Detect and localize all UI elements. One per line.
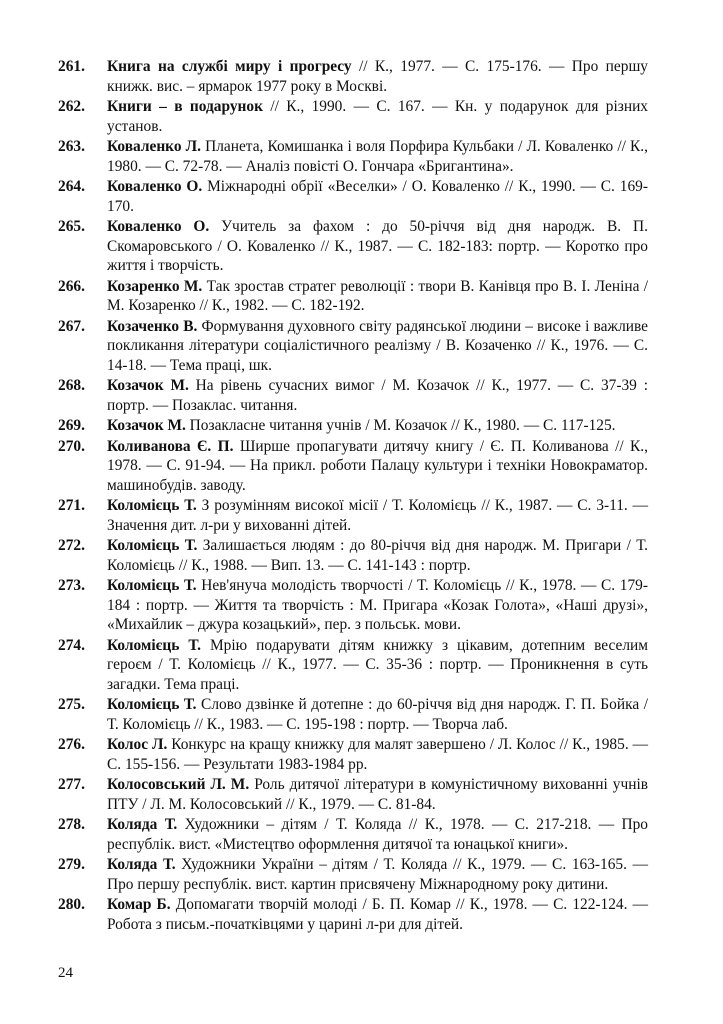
bibliography-entry bbox=[58, 137, 648, 176]
entry-author: Козачок М. bbox=[107, 417, 186, 434]
bibliography-entry bbox=[58, 376, 648, 415]
entry-author: Коломієць Т. bbox=[107, 577, 197, 594]
bibliography-entry bbox=[58, 636, 648, 695]
entry-text: Роль дитячої літератури в комуністичному вихованні учнів ПТУ / Л. М. Колосовський // К., 1979. — С. 81-84. bbox=[107, 776, 648, 813]
bibliography-entry bbox=[58, 735, 648, 774]
entry-number: 274. bbox=[58, 636, 85, 654]
bibliography-entry bbox=[58, 496, 648, 535]
bibliography-entry bbox=[58, 576, 648, 635]
entry-number: 266. bbox=[58, 277, 85, 295]
entry-number: 272. bbox=[58, 537, 85, 554]
entry-text: Слово дзвінке й дотепне : до 60-річчя від дня народж. Г. П. Бойка / Т. Коломієць // К., 1983. — С. 195-198 : портр. — Творча лаб. bbox=[107, 696, 648, 733]
entry-author: Коливанова Є. П. bbox=[107, 437, 234, 455]
entry-number: 273. bbox=[58, 577, 85, 594]
entry-text: Допомагати творчій молоді / Б. П. Комар // К., 1978. — С. 122-124. — Робота з письм.-початківцями у царині л-ри для дітей. bbox=[107, 896, 648, 933]
entry-number: 265. bbox=[58, 218, 85, 235]
entry-author: Козачок М. bbox=[107, 377, 189, 394]
entry-author: Книга на службі миру і прогресу bbox=[107, 58, 352, 75]
bibliography-entry bbox=[58, 277, 648, 316]
entry-author: Коляда Т. bbox=[107, 856, 176, 873]
bibliography-entry bbox=[58, 895, 648, 934]
entry-text: З розумінням високої місії / Т. Коломієць // К., 1987. — С. 3-11. — Значення дит. л-ри у вихованні дітей. bbox=[107, 497, 649, 534]
entry-text: Залишається людям : до 80-річчя від дня народж. М. Пригари / Т. Коломієць // К., 1988. — Вип. 13. — С. 141-143 : портр. bbox=[107, 537, 648, 574]
entry-author: Коваленко О. bbox=[107, 178, 203, 195]
entry-text: Учитель за фахом : до 50-річчя від дня народж. В. П. Скомаровського / О. Коваленко // К., 1987. — С. 182-183: портр. — Коротко про життя і творчість. bbox=[107, 218, 648, 274]
bibliography-entry bbox=[58, 695, 648, 734]
bibliography-entry bbox=[58, 217, 648, 276]
entry-number: 275. bbox=[58, 696, 85, 713]
entry-author: Коломієць Т. bbox=[107, 497, 197, 514]
bibliography-entry bbox=[58, 775, 648, 814]
entry-text: Художники – дітям / Т. Коляда // К., 1978. — С. 217-218. — Про республік. вист. «Мистецтво оформлення дитячої та юнацької книги». bbox=[107, 816, 648, 853]
entry-text: Формування духовного світу радянської людини – високе і важливе покликання літератури соціалістичного реалізму / В. Козаченко // К., 1976. — С. 14-18. — Тема праці, шк. bbox=[107, 317, 648, 374]
entry-author: Колос Л. bbox=[107, 736, 168, 753]
bibliography-entry bbox=[58, 97, 648, 136]
entry-author: Коваленко О. bbox=[107, 218, 210, 235]
entry-text: Конкурс на кращу книжку для малят завершено / Л. Колос // К., 1985. — С. 155-156. — Результати 1983-1984 рр. bbox=[107, 736, 648, 773]
bibliography-entry bbox=[58, 437, 648, 496]
entry-text: Нев'януча молодість творчості / Т. Коломієць // К., 1978. — С. 179-184 : портр. — Життя та творчість : М. Пригара «Козак Голота», «Наші друзі», «Михайлик – джура козацький», пер. з польськ. мови. bbox=[107, 577, 648, 633]
entry-text: Планета, Комишанка і воля Порфира Кульбаки / Л. Коваленко // К., 1980. — С. 72-78. — Аналіз повісті О. Гончара «Бригантина». bbox=[107, 138, 648, 175]
entry-text: Позакласне читання учнів / М. Козачок // К., 1980. — С. 117-125. bbox=[185, 417, 616, 434]
bibliography-entry bbox=[58, 317, 648, 376]
entry-number: 262. bbox=[58, 98, 85, 115]
entry-author: Коляда Т. bbox=[107, 816, 178, 833]
entry-number: 276. bbox=[58, 736, 85, 753]
bibliography-entry bbox=[58, 177, 648, 216]
entry-author: Козаренко М. bbox=[107, 277, 203, 295]
bibliography-entry bbox=[58, 57, 648, 96]
entry-number: 278. bbox=[58, 816, 85, 833]
bibliography-entry bbox=[58, 416, 648, 436]
entry-text: Ширше пропагувати дитячу книгу / Є. П. Коливанова // К., 1978. — С. 91-94. — На прикл. роботи Палацу культури і техніки Новокраматор. машинобудів. заводу. bbox=[107, 437, 648, 494]
entry-text: Художники України – дітям / Т. Коляда // К., 1979. — С. 163-165. — Про першу республік. вист. картин присвячену Міжнародному року дитини. bbox=[107, 856, 648, 893]
entry-number: 279. bbox=[58, 856, 85, 873]
entry-author: Козаченко В. bbox=[107, 317, 198, 335]
bibliography-entry bbox=[58, 815, 648, 854]
entry-text: На рівень сучасних вимог / М. Козачок // К., 1977. — С. 37-39 : портр. — Позаклас. читання. bbox=[107, 377, 648, 414]
bibliography-entry bbox=[58, 855, 648, 894]
entry-author: Коваленко Л. bbox=[107, 138, 201, 155]
bibliography-list bbox=[58, 57, 648, 935]
entry-text: // К., 1977. — С. 175-176. — Про першу книжк. вис. – ярмарок 1977 року в Москві. bbox=[107, 58, 648, 95]
page-number: 24 bbox=[58, 965, 73, 981]
entry-number: 261. bbox=[58, 58, 85, 75]
entry-author: Книги – в подарунок bbox=[107, 98, 263, 115]
entry-number: 280. bbox=[58, 896, 85, 913]
entry-author: Коломієць Т. bbox=[107, 537, 198, 554]
entry-number: 267. bbox=[58, 317, 85, 335]
entry-number: 268. bbox=[58, 377, 85, 394]
entry-author: Коломієць Т. bbox=[107, 636, 201, 654]
entry-author: Комар Б. bbox=[107, 896, 171, 913]
entry-number: 269. bbox=[58, 417, 85, 434]
bibliography-entry bbox=[58, 536, 648, 575]
entry-number: 277. bbox=[58, 776, 85, 793]
entry-number: 271. bbox=[58, 497, 85, 514]
entry-number: 264. bbox=[58, 178, 85, 195]
entry-number: 270. bbox=[58, 437, 85, 455]
entry-author: Колосовський Л. М. bbox=[107, 776, 250, 793]
entry-text: Міжнародні обрії «Веселки» / О. Коваленко // К., 1990. — С. 169-170. bbox=[107, 178, 648, 215]
entry-number: 263. bbox=[58, 138, 85, 155]
entry-text: Мрію подарувати дітям книжку з цікавим, дотепним веселим героєм / Т. Коломієць // К., 1977. — С. 35-36 : портр. — Проникнення в суть загадки. Тема праці. bbox=[107, 636, 649, 693]
entry-text: // К., 1990. — С. 167. — Кн. у подарунок для різних установ. bbox=[107, 98, 648, 135]
entry-author: Коломієць Т. bbox=[107, 696, 197, 713]
entry-text: Так зростав стратег революції : твори В. Канівця про В. І. Леніна / М. Козаренко // К., 1982. — С. 182-192. bbox=[107, 277, 649, 314]
